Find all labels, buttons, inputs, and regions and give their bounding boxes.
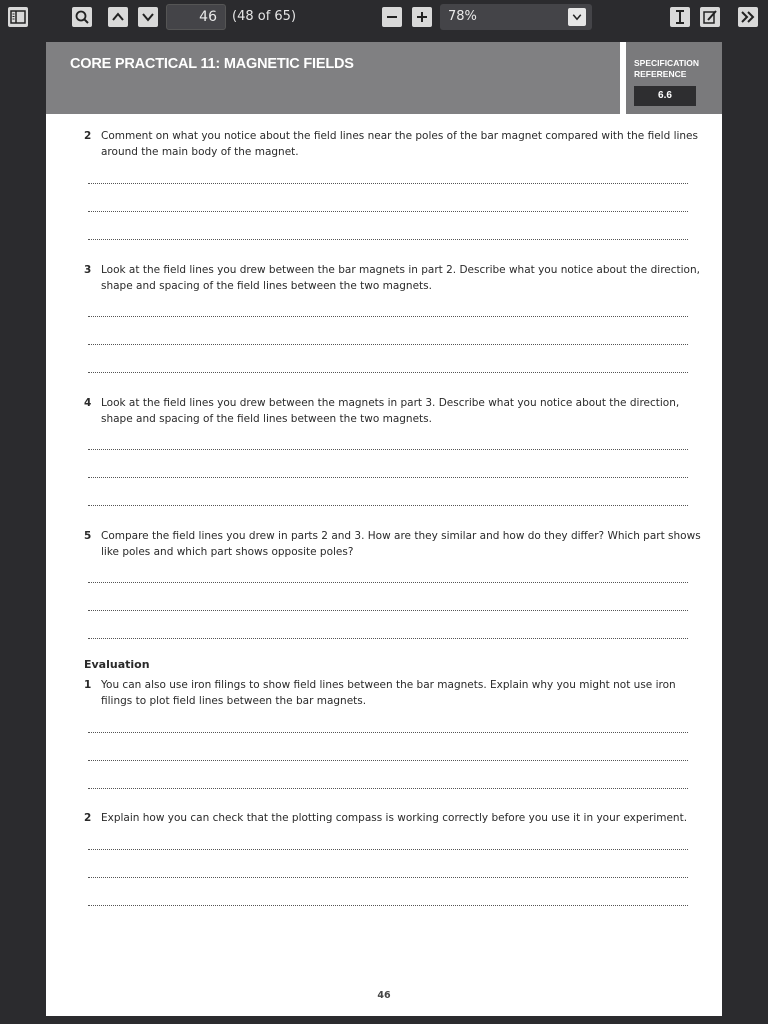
zoom-out-button[interactable]	[382, 7, 402, 27]
answer-line[interactable]	[88, 638, 688, 639]
question-text: Comment on what you notice about the field lines near the poles of the bar magnet compared with the field lines around the main body of the magnet.	[101, 130, 698, 158]
zoom-out-icon	[384, 9, 400, 25]
question-text: You can also use iron filings to show field lines between the bar magnets. Explain why you might not use iron filings to plot field lines between the bar magnets.	[101, 679, 676, 707]
question-text: Look at the field lines you drew between the bar magnets in part 2. Describe what you notice about the direction, shape and spacing of the field lines between the two magnets.	[101, 264, 700, 292]
text-cursor-icon	[672, 9, 688, 25]
sidebar-toggle-button[interactable]	[8, 7, 28, 27]
answer-line[interactable]	[88, 344, 688, 345]
answer-line[interactable]	[88, 239, 688, 240]
answer-line[interactable]	[88, 788, 688, 789]
answer-line[interactable]	[88, 877, 688, 878]
answer-line[interactable]	[88, 505, 688, 506]
answer-line[interactable]	[88, 905, 688, 906]
zoom-in-button[interactable]	[412, 7, 432, 27]
more-tools-button[interactable]	[738, 7, 758, 27]
annotate-icon	[702, 9, 718, 25]
question-number: 2	[84, 130, 92, 142]
zoom-in-icon	[414, 9, 430, 25]
answer-line[interactable]	[88, 449, 688, 450]
zoom-value: 78%	[448, 9, 477, 24]
answer-line[interactable]	[88, 316, 688, 317]
answer-line[interactable]	[88, 477, 688, 478]
question-text: Compare the field lines you drew in parts 2 and 3. How are they similar and how do they differ? Which part shows like poles and which part shows opposite poles?	[101, 530, 701, 558]
spec-label: SPECIFICATION REFERENCE	[634, 58, 700, 79]
answer-line[interactable]	[88, 211, 688, 212]
zoom-select[interactable]	[440, 4, 592, 30]
double-chevron-right-icon	[740, 9, 756, 25]
question-number: 4	[84, 397, 92, 409]
annotate-button[interactable]	[700, 7, 720, 27]
page-title: CORE PRACTICAL 11: MAGNETIC FIELDS	[70, 56, 354, 72]
question-number: 1	[84, 679, 92, 691]
page-content	[46, 42, 722, 1016]
next-page-button[interactable]	[138, 7, 158, 27]
question-number: 5	[84, 530, 92, 542]
text-select-button[interactable]	[670, 7, 690, 27]
question-number: 2	[84, 812, 92, 824]
evaluation-heading: Evaluation	[84, 658, 150, 671]
spec-reference: 6.6	[634, 86, 696, 106]
answer-line[interactable]	[88, 372, 688, 373]
page-number-input[interactable]: 46	[166, 4, 226, 30]
sidebar-toggle-icon	[10, 9, 26, 25]
answer-line[interactable]	[88, 183, 688, 184]
document-page	[46, 42, 722, 1016]
question-number: 3	[84, 264, 92, 276]
page-footer-number: 46	[377, 990, 391, 1001]
question-text: Explain how you can check that the plotting compass is working correctly before you use it in your experiment.	[101, 812, 688, 824]
answer-line[interactable]	[88, 760, 688, 761]
chevron-down-icon	[571, 11, 583, 23]
toolbar	[0, 0, 768, 34]
answer-line[interactable]	[88, 582, 688, 583]
zoom-dropdown-button[interactable]	[568, 8, 586, 26]
previous-page-button[interactable]	[108, 7, 128, 27]
page-count: (48 of 65)	[232, 9, 297, 24]
search-button[interactable]	[72, 7, 92, 27]
chevron-down-icon	[140, 9, 156, 25]
answer-line[interactable]	[88, 610, 688, 611]
answer-line[interactable]	[88, 849, 688, 850]
search-icon	[74, 9, 90, 25]
chevron-up-icon	[110, 9, 126, 25]
answer-line[interactable]	[88, 732, 688, 733]
question-text: Look at the field lines you drew between the magnets in part 3. Describe what you notice about the direction, shape and spacing of the field lines between the two magnets.	[101, 397, 680, 425]
